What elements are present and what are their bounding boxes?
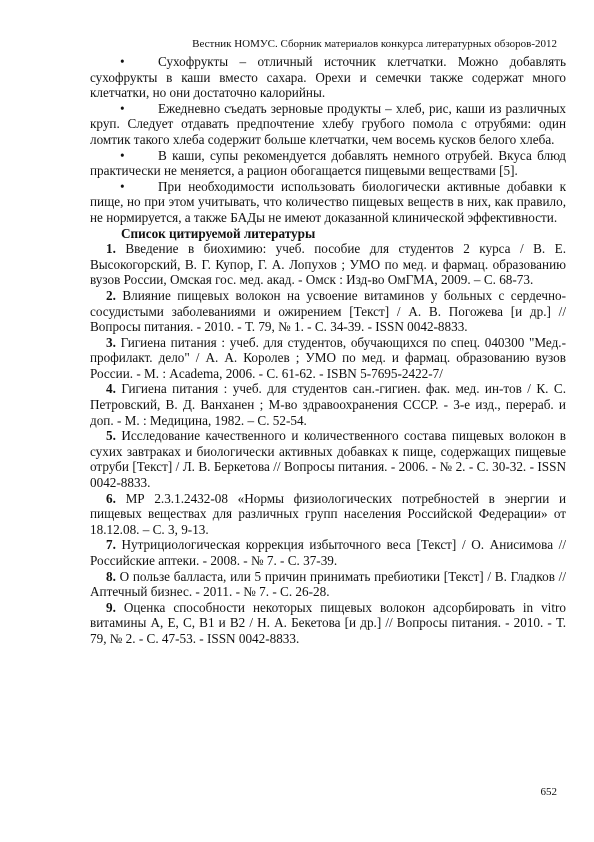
- bullet-item: [90, 179, 566, 226]
- page-number: 652: [540, 786, 557, 798]
- reference-number: 1.: [106, 241, 116, 257]
- reference-item: [90, 569, 566, 600]
- bullet-icon: •: [120, 54, 125, 69]
- reference-text: МР 2.3.1.2432-08 «Нормы физиологических потребностей в энергии и пищевых веществах для различных групп населения Российской Федерации» от 18.12.08. – С. 3, 9-13.: [90, 490, 566, 537]
- bullet-text: Сухофрукты – отличный источник клетчатки. Можно добавлять сухофрукты в каши вместо сахара. Орехи и семечки также содержат много клетчатки, но они достаточно калорийны.: [90, 54, 566, 101]
- reference-item: [90, 537, 566, 568]
- reference-text: Исследование качественного и количественного состава пищевых волокон в сухих завтраках и биологически активных добавках к пище, содержащих пищевые отруби [Текст] / Л. В. Беркетова // Вопросы питания. - 2006. - № 2. - С. 30-32. - ISSN 0042-8833.: [90, 428, 566, 491]
- bullet-icon: •: [120, 100, 125, 116]
- page-content: [90, 54, 566, 647]
- reference-text: Влияние пищевых волокон на усвоение витаминов у больных с сердечно-сосудистыми заболеваниями и ожирением [Текст] / А. В. Погожева [и др.] // Вопросы питания. - 2010. - Т. 79, № 1. - С. 34-39. - ISSN 0042-8833.: [90, 287, 567, 335]
- bullet-text: В каши, супы рекомендуется добавлять немного отрубей. Вкуса блюд практически не меняется, а рацион обогащается пищевыми веществами [5].: [90, 147, 566, 179]
- reference-item: [90, 335, 566, 382]
- bullet-item: [90, 54, 566, 101]
- bullet-item: [90, 148, 566, 179]
- running-header: Вестник НОМУС. Сборник материалов конкурса литературных обзоров-2012: [192, 38, 557, 50]
- bullet-item: [90, 101, 566, 148]
- reference-number: 5.: [106, 428, 116, 444]
- reference-item: [90, 428, 566, 490]
- reference-text: Оценка способности некоторых пищевых волокон адсорбировать in vitro витамины А, Е, С, В1 и В2 / Н. А. Бекетова [и др.] // Вопросы питания. - 2010. - Т. 79, № 2. - С. 47-53. - ISSN 0042-8833.: [90, 599, 566, 646]
- reference-item: [90, 600, 566, 647]
- reference-item: [90, 241, 566, 288]
- reference-text: Гигиена питания : учеб. для студентов сан.-гигиен. фак. мед. ин-тов / К. С. Петровский, В. Д. Ванханен ; М-во здравоохранения СССР. - 3-е изд., перераб. и доп. - М. : Медицина, 1982. – С. 52-54.: [90, 381, 566, 428]
- reference-number: 8.: [106, 568, 116, 584]
- bullet-icon: •: [120, 178, 125, 194]
- reference-number: 3.: [106, 334, 116, 350]
- bullet-icon: •: [120, 147, 125, 163]
- reference-number: 7.: [106, 537, 116, 553]
- reference-item: [90, 288, 566, 335]
- reference-item: [90, 491, 566, 538]
- bullet-text: Ежедневно съедать зерновые продукты – хлеб, рис, каши из различных круп. Следует отдавать предпочтение хлебу грубого помола с отрубями: один ломтик такого хлеба содержит больше клетчатки, чем восемь кусков белого хлеба.: [90, 100, 566, 147]
- reference-number: 2.: [106, 287, 116, 303]
- reference-text: О пользе балласта, или 5 причин принимать пребиотики [Текст] / В. Гладков // Аптечный бизнес. - 2011. - № 7. - С. 26-28.: [90, 568, 567, 600]
- reference-text: Гигиена питания : учеб. для студентов, обучающихся по спец. 040300 "Мед.-профилакт. дело" / А. А. Королев ; УМО по мед. и фармац. образованию вузов России. - М. : Academa, 2006. - С. 61-62. - ISBN 5-7695-2422-7/: [90, 334, 566, 381]
- reference-text: Нутрициологическая коррекция избыточного веса [Текст] / О. Анисимова // Российские аптеки. - 2008. - № 7. - С. 37-39.: [90, 537, 567, 568]
- bullet-text: При необходимости использовать биологически активные добавки к пище, но при этом учитывать, что количество пищевых веществ в них, как правило, не нормируется, а также БАДы не имеют доказанной клинической эффективности.: [90, 178, 566, 225]
- reference-number: 4.: [106, 381, 116, 397]
- reference-number: 6.: [106, 490, 116, 506]
- references-heading: Список цитируемой литературы: [121, 225, 316, 241]
- reference-item: [90, 381, 566, 428]
- reference-text: Введение в биохимию: учеб. пособие для студентов 2 курса / В. Е. Высокогорский, В. Г. Купор, Г. А. Лопухов ; УМО по мед. и фармац. образованию вузов России, Омская гос. мед. акад. - Омск : Изд-во ОмГМА, 2009. – С. 68-73.: [90, 241, 566, 288]
- reference-number: 9.: [106, 599, 116, 615]
